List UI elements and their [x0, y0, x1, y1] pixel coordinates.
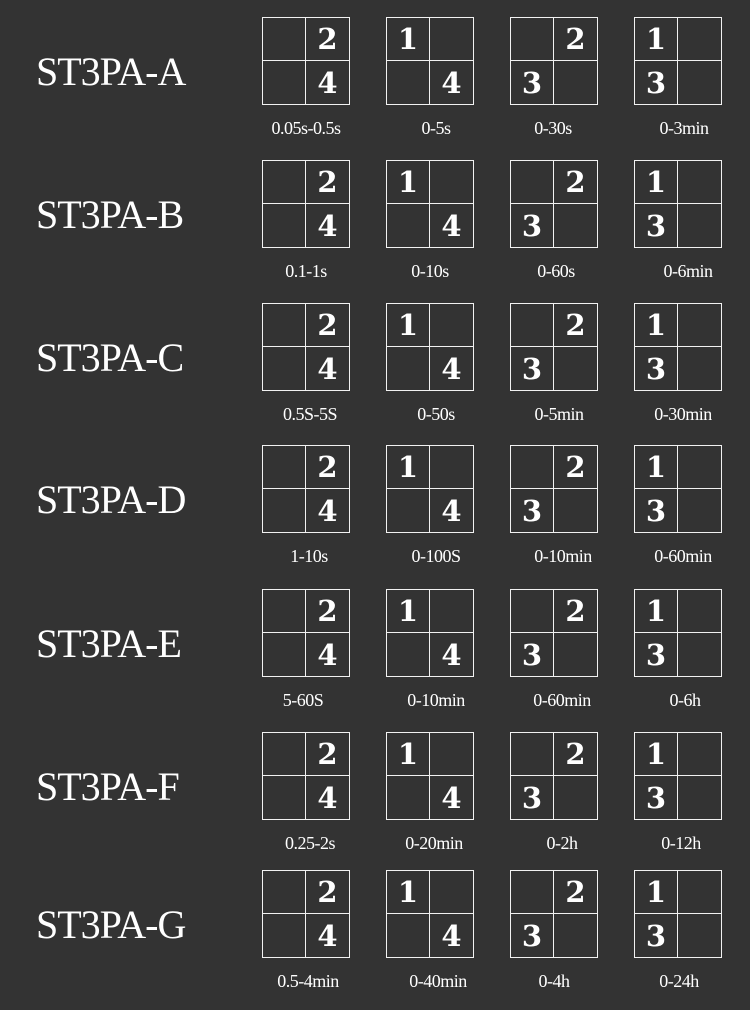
dip-cell-4: 4 [317, 351, 338, 386]
dip-cell-1 [263, 18, 306, 61]
dip-cell-4 [554, 914, 597, 957]
dip-cell-3: 3 [635, 633, 678, 676]
dip-cell-3 [387, 347, 430, 390]
dip-cell-2: 2 [554, 18, 597, 61]
time-range-label: 0-20min [405, 833, 463, 853]
dip-cell-4: 4 [441, 780, 462, 815]
time-range-label: 0-4h [538, 971, 570, 991]
time-range-label: 0-3min [659, 118, 709, 138]
dip-switch-diagram [510, 445, 598, 533]
dip-switch-diagram [510, 160, 598, 248]
dip-cell-1: 1 [387, 446, 430, 489]
dip-cell-2 [430, 733, 473, 776]
dip-switch-diagram [634, 17, 722, 105]
dip-cell-1: 1 [635, 590, 678, 633]
time-range-label: 0.1-1s [285, 261, 327, 281]
dip-cell-3 [263, 633, 306, 676]
dip-cell-3 [387, 204, 430, 247]
dip-switch-diagram [634, 303, 722, 391]
dip-cell-3: 3 [635, 776, 678, 819]
dip-cell-4: 4 [317, 918, 338, 953]
dip-switch-diagram [262, 732, 350, 820]
dip-switch-diagram [510, 17, 598, 105]
dip-cell-3: 3 [635, 347, 678, 390]
time-range-label: 0-6min [663, 261, 713, 281]
dip-cell-4 [678, 61, 721, 104]
dip-cell-1 [511, 590, 554, 633]
time-range-label: 0-30min [654, 404, 712, 424]
dip-switch-diagram [262, 589, 350, 677]
dip-cell-3: 3 [635, 204, 678, 247]
time-range-label: 0-60min [533, 690, 591, 710]
dip-cell-4: 4 [317, 637, 338, 672]
dip-switch-diagram [510, 589, 598, 677]
dip-cell-2 [430, 161, 473, 204]
model-name: ST3PA-G [36, 902, 186, 947]
dip-cell-4: 4 [317, 208, 338, 243]
dip-cell-2: 2 [554, 446, 597, 489]
dip-cell-2 [430, 304, 473, 347]
dip-cell-2 [678, 590, 721, 633]
dip-cell-1 [263, 161, 306, 204]
model-name: ST3PA-C [36, 335, 184, 380]
dip-cell-4 [554, 61, 597, 104]
dip-cell-3 [263, 347, 306, 390]
dip-cell-1: 1 [387, 871, 430, 914]
dip-cell-2: 2 [554, 590, 597, 633]
model-name: ST3PA-E [36, 621, 181, 666]
dip-cell-4 [554, 489, 597, 532]
dip-cell-1: 1 [387, 18, 430, 61]
model-name: ST3PA-B [36, 192, 184, 237]
model-row-st3pa-e [0, 589, 750, 729]
dip-cell-1 [511, 733, 554, 776]
dip-cell-2: 2 [306, 304, 349, 347]
dip-cell-4 [678, 914, 721, 957]
dip-switch-diagram [386, 17, 474, 105]
dip-cell-1 [511, 161, 554, 204]
dip-cell-1: 1 [387, 304, 430, 347]
dip-switch-diagram [386, 732, 474, 820]
dip-cell-1 [263, 733, 306, 776]
model-row-st3pa-d [0, 445, 750, 585]
dip-cell-1: 1 [635, 161, 678, 204]
dip-cell-3 [387, 633, 430, 676]
dip-switch-diagram [386, 589, 474, 677]
time-range-label: 0-12h [661, 833, 701, 853]
dip-cell-4 [678, 776, 721, 819]
model-row-st3pa-c [0, 303, 750, 443]
dip-cell-1: 1 [387, 733, 430, 776]
time-range-label: 0-60min [654, 546, 712, 566]
time-range-label: 0-10min [407, 690, 465, 710]
time-range-label: 0.25-2s [285, 833, 335, 853]
dip-cell-2 [678, 446, 721, 489]
dip-cell-2 [678, 18, 721, 61]
dip-switch-diagram [634, 445, 722, 533]
dip-cell-2: 2 [306, 733, 349, 776]
dip-cell-2: 2 [306, 590, 349, 633]
dip-cell-4: 4 [441, 918, 462, 953]
dip-cell-2: 2 [306, 446, 349, 489]
dip-cell-3: 3 [635, 489, 678, 532]
dip-switch-diagram [262, 17, 350, 105]
dip-cell-4 [678, 633, 721, 676]
dip-cell-2 [430, 871, 473, 914]
model-row-st3pa-f [0, 732, 750, 872]
time-range-label: 0-50s [417, 404, 455, 424]
dip-cell-3: 3 [511, 633, 554, 676]
dip-switch-diagram [386, 303, 474, 391]
dip-switch-diagram [262, 160, 350, 248]
dip-cell-1: 1 [635, 18, 678, 61]
dip-cell-1 [263, 590, 306, 633]
dip-cell-4 [554, 776, 597, 819]
dip-cell-4 [678, 489, 721, 532]
dip-cell-2: 2 [554, 871, 597, 914]
time-range-label: 0-6h [669, 690, 701, 710]
dip-cell-2 [678, 733, 721, 776]
time-range-label: 0-10s [411, 261, 449, 281]
dip-switch-diagram [510, 870, 598, 958]
dip-switch-diagram [510, 303, 598, 391]
dip-cell-1: 1 [635, 733, 678, 776]
dip-cell-4: 4 [317, 780, 338, 815]
time-range-label: 0-40min [409, 971, 467, 991]
dip-cell-4: 4 [441, 65, 462, 100]
dip-cell-3: 3 [511, 914, 554, 957]
time-range-label: 0-5min [534, 404, 584, 424]
dip-switch-diagram [634, 160, 722, 248]
dip-switch-diagram [386, 445, 474, 533]
time-range-label: 0-2h [546, 833, 578, 853]
dip-cell-3 [263, 776, 306, 819]
dip-cell-3 [263, 914, 306, 957]
dip-cell-4 [678, 347, 721, 390]
dip-cell-4 [554, 347, 597, 390]
dip-cell-1: 1 [387, 590, 430, 633]
dip-cell-3: 3 [511, 347, 554, 390]
dip-cell-1 [511, 871, 554, 914]
dip-cell-2 [678, 161, 721, 204]
dip-cell-3: 3 [511, 61, 554, 104]
dip-cell-3: 3 [511, 776, 554, 819]
dip-cell-2: 2 [554, 161, 597, 204]
dip-cell-2 [678, 304, 721, 347]
dip-cell-1: 1 [635, 446, 678, 489]
dip-cell-3 [387, 914, 430, 957]
dip-cell-1 [263, 304, 306, 347]
time-range-label: 0-60s [537, 261, 575, 281]
dip-cell-4 [554, 204, 597, 247]
dip-cell-2 [430, 446, 473, 489]
dip-cell-3 [263, 204, 306, 247]
model-row-st3pa-b [0, 160, 750, 300]
dip-cell-2: 2 [554, 733, 597, 776]
dip-cell-3: 3 [511, 204, 554, 247]
dip-switch-diagram [262, 870, 350, 958]
model-row-st3pa-a [0, 17, 750, 157]
dip-cell-1 [511, 18, 554, 61]
dip-cell-4: 4 [317, 493, 338, 528]
dip-switch-diagram [634, 870, 722, 958]
dip-switch-diagram [510, 732, 598, 820]
dip-cell-2 [430, 18, 473, 61]
dip-cell-2: 2 [306, 871, 349, 914]
dip-cell-2: 2 [306, 161, 349, 204]
dip-cell-1: 1 [635, 304, 678, 347]
dip-cell-4: 4 [317, 65, 338, 100]
dip-cell-3 [387, 489, 430, 532]
time-range-label: 5-60S [282, 690, 324, 710]
dip-cell-1 [263, 446, 306, 489]
dip-cell-4: 4 [441, 208, 462, 243]
dip-cell-1 [511, 446, 554, 489]
model-name: ST3PA-A [36, 49, 186, 94]
dip-cell-3 [387, 61, 430, 104]
dip-cell-3 [263, 61, 306, 104]
dip-cell-3: 3 [511, 489, 554, 532]
time-range-label: 0-100S [411, 546, 461, 566]
dip-cell-3: 3 [635, 61, 678, 104]
dip-cell-1: 1 [635, 871, 678, 914]
time-range-label: 0-30s [534, 118, 572, 138]
time-range-label: 0.5S-5S [282, 404, 337, 424]
dip-switch-diagram [634, 732, 722, 820]
dip-switch-diagram [262, 303, 350, 391]
time-range-label: 0.5-4min [277, 971, 339, 991]
dip-cell-2 [430, 590, 473, 633]
model-row-st3pa-g [0, 870, 750, 1010]
dip-cell-4: 4 [441, 493, 462, 528]
dip-cell-3 [387, 776, 430, 819]
dip-switch-diagram [386, 160, 474, 248]
dip-cell-4: 4 [441, 637, 462, 672]
dip-cell-3: 3 [635, 914, 678, 957]
dip-switch-diagram [386, 870, 474, 958]
dip-cell-1: 1 [387, 161, 430, 204]
model-name: ST3PA-F [36, 764, 179, 809]
time-range-label: 0-24h [659, 971, 699, 991]
dip-cell-3 [263, 489, 306, 532]
time-range-label: 1-10s [290, 546, 328, 566]
dip-cell-2: 2 [554, 304, 597, 347]
time-range-label: 0-5s [421, 118, 451, 138]
dip-cell-4 [678, 204, 721, 247]
dip-cell-1 [263, 871, 306, 914]
dip-cell-2: 2 [306, 18, 349, 61]
dip-cell-1 [511, 304, 554, 347]
dip-cell-2 [678, 871, 721, 914]
dip-cell-4 [554, 633, 597, 676]
dip-switch-diagram [262, 445, 350, 533]
time-range-label: 0-10min [534, 546, 592, 566]
dip-cell-4: 4 [441, 351, 462, 386]
time-range-label: 0.05s-0.5s [271, 118, 341, 138]
model-name: ST3PA-D [36, 477, 186, 522]
dip-switch-diagram [634, 589, 722, 677]
